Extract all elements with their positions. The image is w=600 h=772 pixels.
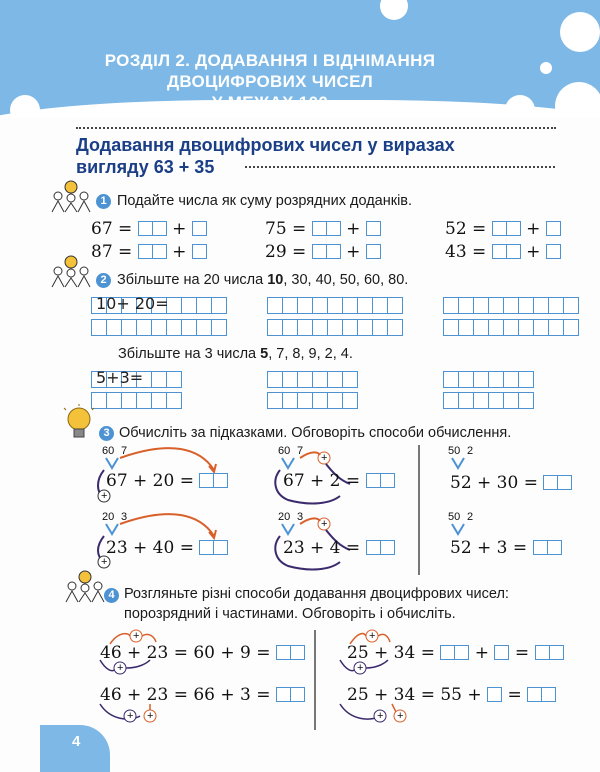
hint-tens: 20 <box>102 511 115 523</box>
hint-tens: 20 <box>278 511 291 523</box>
method-expression <box>347 643 564 663</box>
plus-circle-label: + <box>377 710 384 722</box>
hint-ones: 2 <box>467 511 474 523</box>
plus-circle-label: + <box>369 630 376 642</box>
expression-text: 75 = <box>265 219 307 239</box>
handwritten-example: 5+3= <box>96 368 144 387</box>
expression-text: 87 = <box>91 242 133 262</box>
hint-ones: 3 <box>297 511 304 523</box>
plus-circle-label: + <box>133 630 140 642</box>
page-number: 4 <box>72 733 81 750</box>
task-instruction: Розгляньте різні способи додавання двоцифрових чисел: <box>124 586 509 602</box>
plus-circle-label: + <box>321 452 328 464</box>
task-number-badge: 3 <box>99 426 114 441</box>
plus-circle-label: + <box>357 662 364 674</box>
plus-circle-label: + <box>101 556 108 568</box>
expression-text: 25 + 34 = <box>347 643 435 663</box>
plus-circle-label: + <box>147 710 154 722</box>
hint-ones: 3 <box>121 511 128 523</box>
answer-box[interactable] <box>454 645 469 660</box>
expression-text: 29 = <box>265 242 307 262</box>
expression-text: 43 = <box>445 242 487 262</box>
decomposition-expression: 87 = + <box>91 242 207 262</box>
answer-box[interactable] <box>290 645 305 660</box>
decomposition-expression: 67 = + <box>91 219 207 239</box>
task-number-badge: 1 <box>96 194 111 209</box>
expression-text: + <box>474 643 490 663</box>
chapter-title-line: У МЕЖАХ 100 <box>211 93 329 112</box>
expression-text: 46 + 23 = 60 + 9 = <box>100 643 271 663</box>
hint-ones: 2 <box>467 445 474 457</box>
expression-text: 46 + 23 = 66 + 3 = <box>100 685 271 705</box>
decomposition-expression: 75 = + <box>265 219 381 239</box>
plus-circle-label: + <box>321 518 328 530</box>
answer-box[interactable] <box>276 687 291 702</box>
task-number-badge: 2 <box>96 273 111 288</box>
hint-tens: 50 <box>448 445 461 457</box>
expression-text: 25 + 34 = 55 + <box>347 685 482 705</box>
answer-box[interactable] <box>494 645 509 660</box>
hint-ones: 7 <box>121 445 128 457</box>
instruction-bold: 10 <box>267 272 284 288</box>
plus-circle-label: + <box>127 710 134 722</box>
answer-box[interactable] <box>276 645 291 660</box>
answer-box[interactable] <box>541 687 556 702</box>
plus-circle-label: + <box>101 490 108 502</box>
expression-text: 52 + 30 = <box>450 473 538 493</box>
answer-box[interactable] <box>487 687 502 702</box>
instruction-bold: 5 <box>260 346 269 362</box>
decomposition-expression: 52 = + <box>445 219 561 239</box>
expression-text: = <box>514 643 530 663</box>
expression-text: 67 = <box>91 219 133 239</box>
hint-ones: 7 <box>297 445 304 457</box>
expression-text: 67 + 20 = <box>106 471 194 491</box>
chapter-title-line: РОЗДІЛ 2. ДОДАВАННЯ І ВІДНІМАННЯ <box>104 51 436 70</box>
method-expression <box>100 643 305 663</box>
method-expression <box>100 685 305 705</box>
instruction-text: Збільште на 3 числа <box>118 346 261 362</box>
plus-circle-label: + <box>397 710 404 722</box>
answer-box[interactable] <box>290 687 305 702</box>
expression-text: 67 + 2 = <box>283 471 361 491</box>
answer-box[interactable] <box>535 645 550 660</box>
instruction-text: , 7, 8, 9, 2, 4. <box>268 346 353 362</box>
handwritten-example: 10+ 20= <box>96 294 169 313</box>
hint-tens: 50 <box>448 511 461 523</box>
instruction-text: , 30, 40, 50, 60, 80. <box>283 272 409 288</box>
hint-tens: 60 <box>278 445 291 457</box>
expression-text: 23 + 40 = <box>106 538 194 558</box>
page-number-tab <box>40 725 110 772</box>
expression-text: 23 + 4 = <box>283 538 361 558</box>
instruction-text: Збільште на 20 числа <box>117 272 268 288</box>
answer-box[interactable] <box>549 645 564 660</box>
expression-text: 52 + 3 = <box>450 538 528 558</box>
method-expression <box>347 685 556 705</box>
task-instruction: Обчисліть за підказками. Обговоріть способи обчислення. <box>119 425 512 441</box>
answer-box[interactable] <box>440 645 455 660</box>
task-number-badge: 4 <box>104 588 119 603</box>
task-instruction: Подайте числа як суму розрядних доданків. <box>117 193 413 209</box>
column-divider <box>314 630 316 730</box>
task-instruction: порозрядний і частинами. Обговоріть і обчисліть. <box>124 606 456 622</box>
answer-box[interactable] <box>527 687 542 702</box>
lesson-title-line: Додавання двоцифрових чисел у виразах <box>76 135 455 155</box>
lesson-title-text: вигляду 63 + 35 <box>76 157 215 177</box>
plus-circle-label: + <box>117 662 124 674</box>
expression-text: 52 = <box>445 219 487 239</box>
chapter-title-line: ДВОЦИФРОВИХ ЧИСЕЛ <box>166 72 374 91</box>
hint-tens: 60 <box>102 445 115 457</box>
decomposition-expression: 43 = + <box>445 242 561 262</box>
expression-text: = <box>507 685 522 705</box>
decomposition-expression: 29 = + <box>265 242 381 262</box>
